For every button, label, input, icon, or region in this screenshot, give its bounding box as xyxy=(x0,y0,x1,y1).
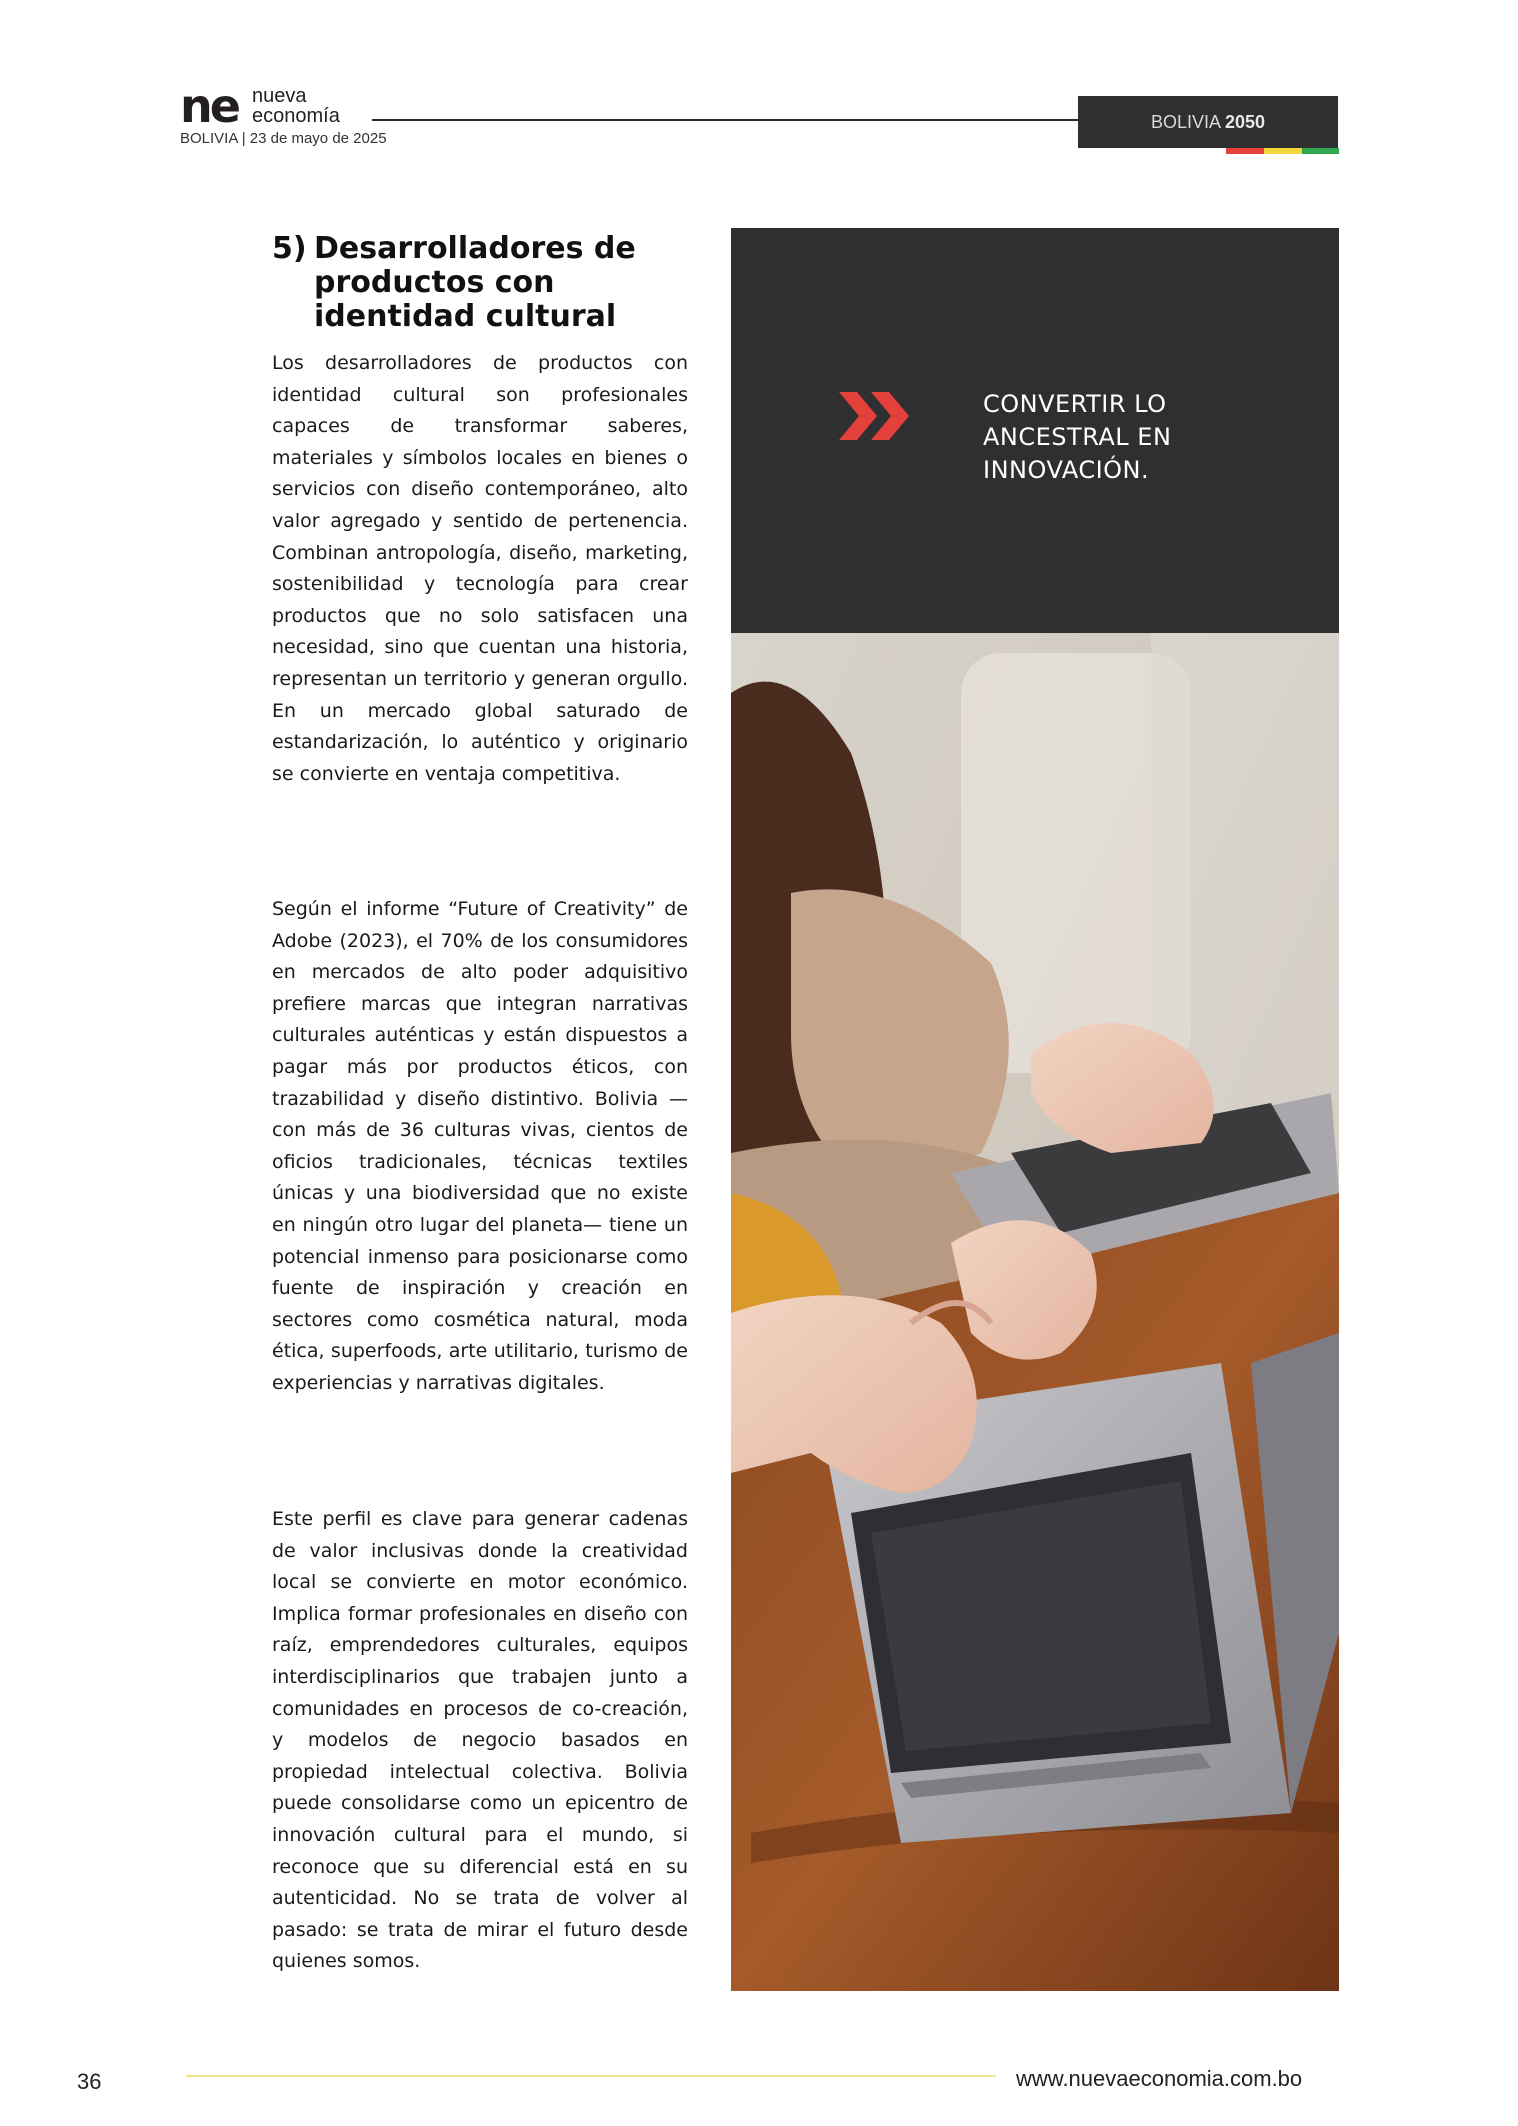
section-number: 5) xyxy=(272,231,307,266)
section-heading xyxy=(272,232,652,334)
laptop-photo xyxy=(731,633,1339,1991)
logo-line-2: economía xyxy=(252,105,340,127)
article-paragraph-2 xyxy=(272,894,688,1400)
page-number: 36 xyxy=(77,2069,102,2094)
footer-website-link[interactable]: www.nuevaeconomia.com.bo xyxy=(1016,2066,1303,2091)
edition-badge-year: 2050 xyxy=(1224,111,1266,132)
flag-stripe-yellow xyxy=(1264,148,1302,154)
flag-stripe-red xyxy=(1226,148,1264,154)
pull-quote-box xyxy=(731,228,1339,633)
logo-wordmark xyxy=(252,86,340,126)
logo-mark: ne xyxy=(180,79,238,133)
paragraph-text: Según el informe “Future of Creativity” de Adobe (2023), el 70% de los consumidores en mercados de alto poder adquisitivo prefiere marcas que integran narrativas culturales auténticas y están dispuestos a pagar más por productos éticos, con trazabilidad y diseño distintivo. Bolivia —con más de 36 culturas vivas, cientos de oficios tradicionales, técnicas textiles únicas y una biodiversidad que no existe en ningún otro lugar del planeta— tiene un potencial inmenso para posicionarse como fuente de inspiración y creación en sectores como cosmética natural, moda ética, superfoods, arte utilitario, turismo de experiencias y narrativas digitales. xyxy=(272,898,688,1394)
article-paragraph-1 xyxy=(272,348,688,790)
footer-divider xyxy=(186,2075,996,2077)
logo-line-1: nueva xyxy=(252,85,307,107)
edition-badge-text: BOLIVIA xyxy=(1150,111,1221,132)
flag-stripe-green xyxy=(1302,148,1339,154)
header-divider xyxy=(372,119,1080,121)
edition-badge xyxy=(1078,96,1338,148)
section-title: Desarrolladores de productos con identidad cultural xyxy=(314,231,636,334)
photo-illustration xyxy=(731,633,1339,1991)
paragraph-text: Los desarrolladores de productos con identidad cultural son profesionales capaces de transformar saberes, materiales y símbolos locales en bienes o servicios con diseño contemporáneo, alto valor agregado y sentido de pertenencia. Combinan antropología, diseño, marketing, sostenibilidad y tecnología para crear productos que no solo satisfacen una necesidad, sino que cuentan una historia, representan un territorio y generan orgullo. En un mercado global saturado de estandarización, lo auténtico y originario se convierte en ventaja competitiva. xyxy=(272,352,688,785)
pull-quote-text: CONVERTIR LO ANCESTRAL EN INNOVACIÓN. xyxy=(983,390,1172,484)
double-chevron-right-icon xyxy=(839,392,911,440)
article-paragraph-3 xyxy=(272,1504,688,1978)
header-date: BOLIVIA | 23 de mayo de 2025 xyxy=(180,130,387,147)
paragraph-text: Este perfil es clave para generar cadenas de valor inclusivas donde la creatividad local se convierte en motor económico. Implica formar profesionales en diseño con raíz, emprendedores culturales, equipos interdisciplinarios que trabajen junto a comunidades en procesos de co-creación, y modelos de negocio basados en propiedad intelectual colectiva. Bolivia puede consolidarse como un epicentro de innovación cultural para el mundo, si reconoce que su diferencial está en su autenticidad. No se trata de volver al pasado: se trata de mirar el futuro desde quienes somos. xyxy=(272,1508,688,1973)
